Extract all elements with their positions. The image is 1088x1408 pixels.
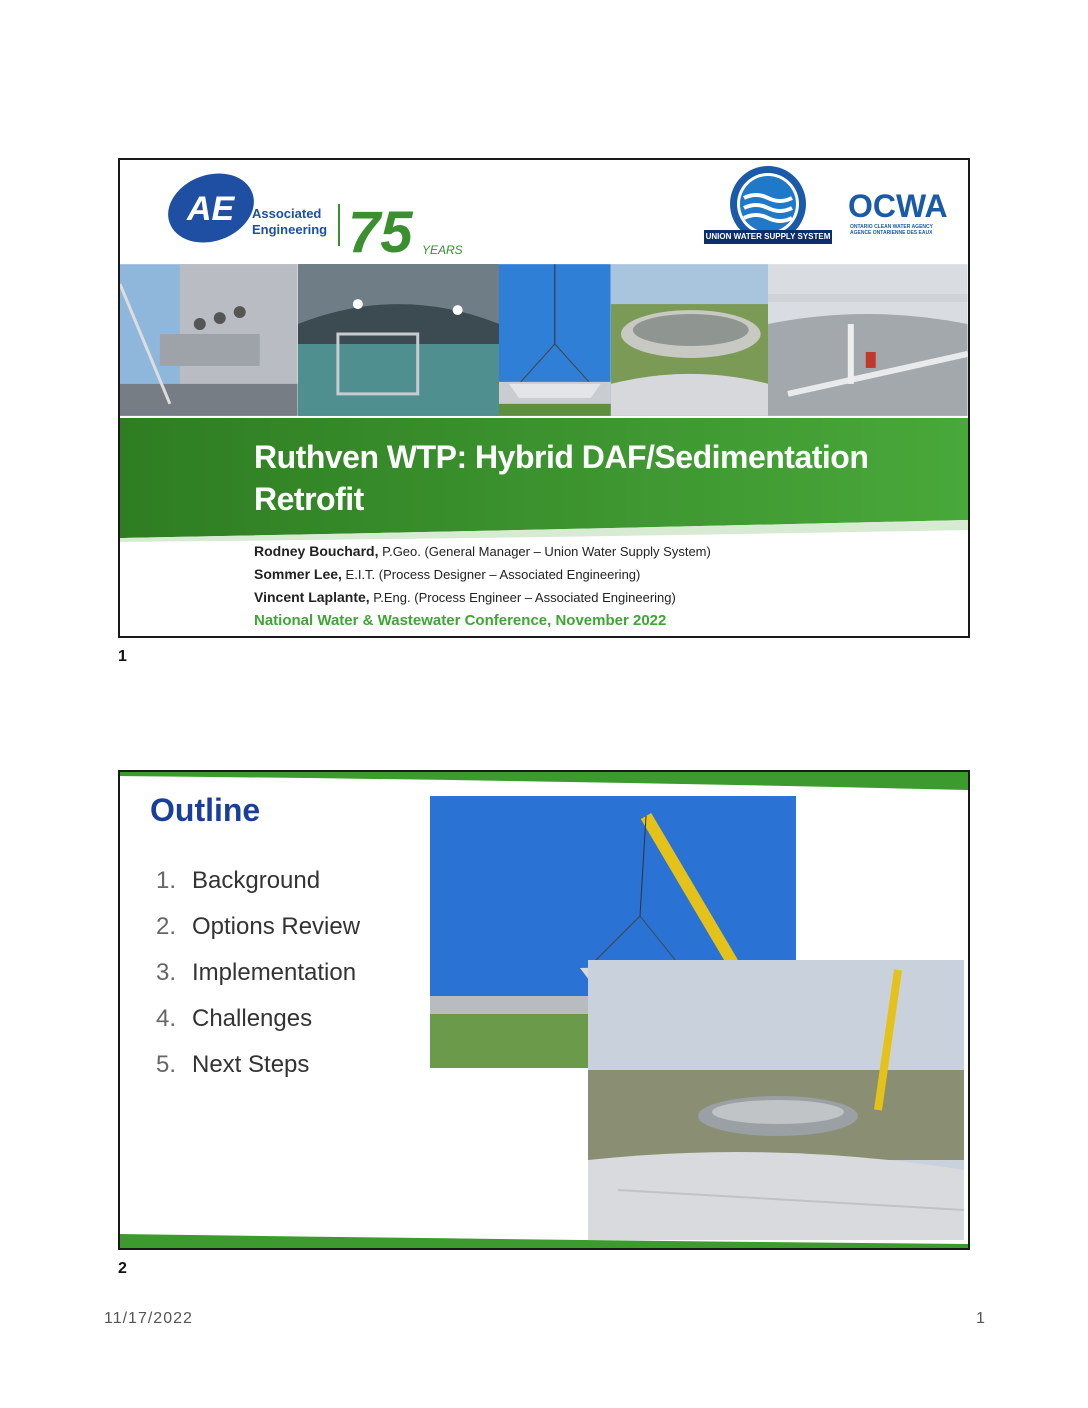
photo-dome-interior (298, 264, 500, 416)
photo-clarifier-tank (611, 264, 769, 416)
photo-crane-lift (499, 264, 611, 416)
footer-page-number: 1 (976, 1310, 985, 1327)
bottom-accent-bar (120, 1224, 968, 1250)
svg-text:AE: AE (187, 190, 235, 228)
conference-name: National Water & Wastewater Conference, November 2022 (254, 612, 667, 629)
author-list (254, 540, 711, 632)
list-item: 2. Options Review (156, 913, 361, 940)
slide-2 (118, 770, 970, 1250)
ocwa-subtitle: ONTARIO CLEAN WATER AGENCY AGENCE ONTARIENNE DES EAUX (850, 224, 933, 236)
author-1: Rodney Bouchard, P.Geo. (General Manager – Union Water Supply System) (254, 543, 711, 559)
list-item: 4. Challenges (156, 1005, 313, 1032)
outline-list (156, 858, 360, 1088)
uwss-label: UNION WATER SUPPLY SYSTEM (704, 230, 832, 244)
footer-date: 11/17/2022 (104, 1310, 193, 1327)
author-2: Sommer Lee, E.I.T. (Process Designer – Associated Engineering) (254, 566, 641, 582)
associated-engineering-logo (165, 172, 257, 244)
photo-tank-construction (768, 264, 968, 416)
ae-brand-text: Associated Engineering (252, 206, 328, 237)
photo-daf-piping (120, 264, 298, 416)
photo-clarifier-site (588, 960, 964, 1240)
slide-2-title: Outline (150, 792, 261, 828)
list-item: 5. Next Steps (156, 1051, 310, 1078)
top-accent-bar (120, 772, 968, 794)
anniversary-word: YEARS (422, 243, 463, 257)
slide-1 (118, 158, 970, 638)
slide-number-1: 1 (118, 648, 127, 665)
logo-divider (338, 204, 340, 246)
slide-number-2: 2 (118, 1260, 127, 1277)
75-years-logo (346, 198, 466, 262)
photo-strip (120, 264, 968, 416)
list-item: 3. Implementation (156, 959, 357, 986)
anniversary-number: 75 (348, 200, 413, 262)
slide-1-title: Ruthven WTP: Hybrid DAF/Sedimentation Retrofit (254, 439, 869, 517)
ocwa-logo: OCWA (848, 188, 948, 224)
list-item: 1. Background (156, 867, 321, 894)
author-3: Vincent Laplante, P.Eng. (Process Engineer – Associated Engineering) (254, 589, 676, 605)
